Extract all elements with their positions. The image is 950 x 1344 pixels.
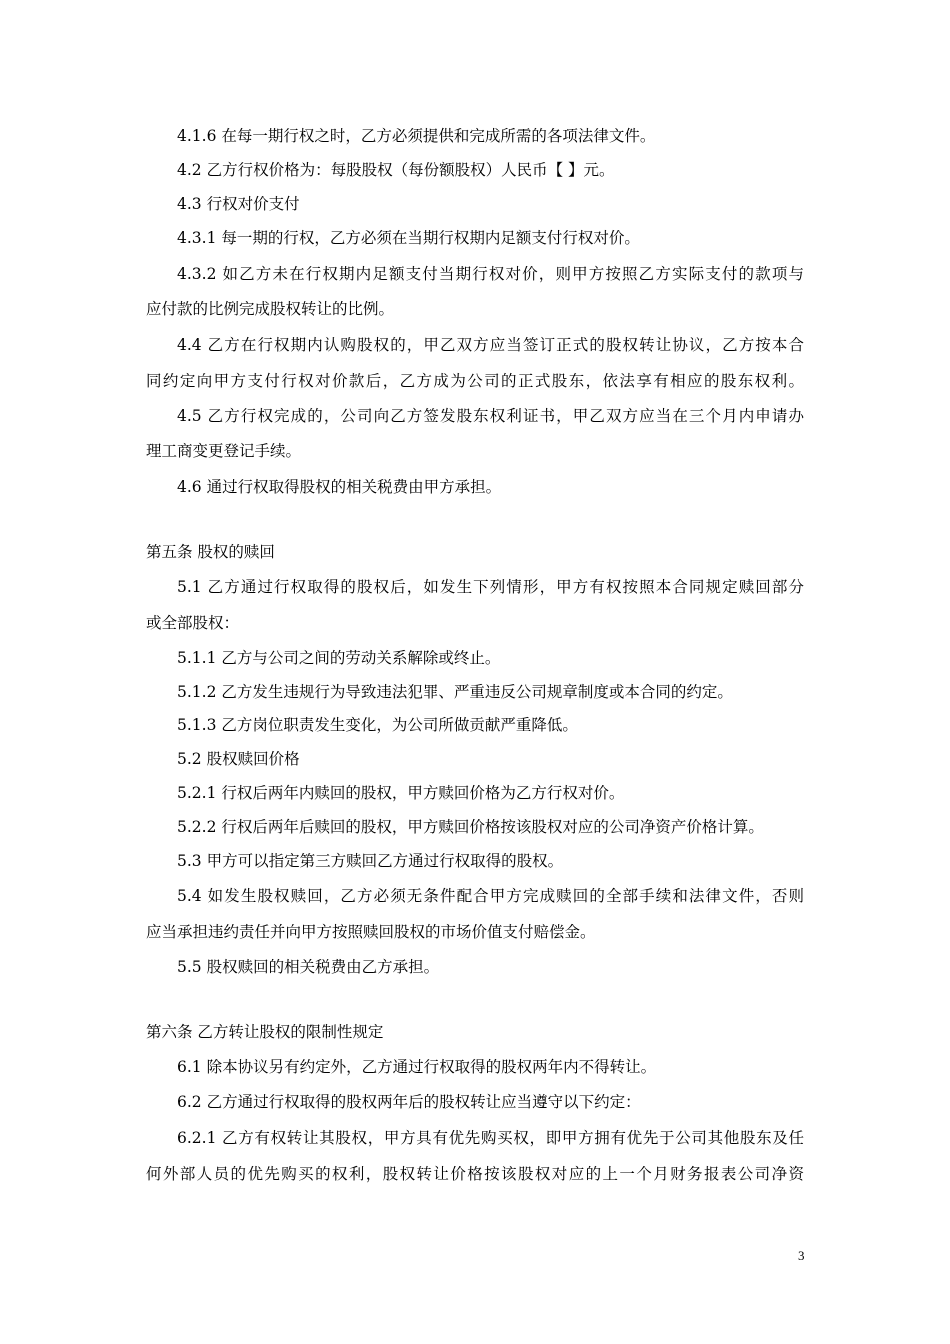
clause-6-1: 6.1 除本协议另有约定外，乙方通过行权取得的股权两年内不得转让。	[177, 1058, 657, 1076]
article-6-heading: 第六条 乙方转让股权的限制性规定	[146, 1023, 384, 1041]
clause-4-4-line2: 同约定向甲方支付行权对价款后，乙方成为公司的正式股东，依法享有相应的股东权利。	[146, 372, 804, 390]
clause-5-4-line2: 应当承担违约责任并向甲方按照赎回股权的市场价值支付赔偿金。	[146, 923, 596, 941]
page-number: 3	[798, 1248, 805, 1263]
clause-5-1-line2: 或全部股权：	[146, 614, 240, 632]
clause-5-1-2: 5.1.2 乙方发生违规行为导致违法犯罪、严重违反公司规章制度或本合同的约定。	[177, 683, 733, 701]
clause-5-2-1: 5.2.1 行权后两年内赎回的股权，甲方赎回价格为乙方行权对价。	[177, 784, 625, 802]
article-5-heading: 第五条 股权的赎回	[146, 543, 275, 561]
clause-4-5-line2: 理工商变更登记手续。	[146, 442, 302, 460]
clause-5-4-line1: 5.4 如发生股权赎回，乙方必须无条件配合甲方完成赎回的全部手续和法律文件，否则	[177, 887, 804, 905]
clause-4-1-6: 4.1.6 在每一期行权之时，乙方必须提供和完成所需的各项法律文件。	[177, 127, 656, 145]
clause-4-2: 4.2 乙方行权价格为：每股股权（每份额股权）人民币【 】元。	[177, 161, 615, 179]
clause-4-6: 4.6 通过行权取得股权的相关税费由甲方承担。	[177, 478, 502, 496]
clause-4-4-line1: 4.4 乙方在行权期内认购股权的，甲乙双方应当签订正式的股权转让协议，乙方按本合	[177, 336, 804, 354]
clause-4-3-2-line1: 4.3.2 如乙方未在行权期内足额支付当期行权对价，则甲方按照乙方实际支付的款项与	[177, 265, 804, 283]
clause-4-3-2-line2: 应付款的比例完成股权转让的比例。	[146, 300, 395, 318]
clause-5-1-3: 5.1.3 乙方岗位职责发生变化，为公司所做贡献严重降低。	[177, 716, 578, 734]
clause-5-2: 5.2 股权赎回价格	[177, 750, 300, 768]
clause-5-1-1: 5.1.1 乙方与公司之间的劳动关系解除或终止。	[177, 649, 501, 667]
clause-5-1-line1: 5.1 乙方通过行权取得的股权后，如发生下列情形，甲方有权按照本合同规定赎回部分	[177, 578, 804, 596]
clause-6-2-1-line2: 何外部人员的优先购买的权利，股权转让价格按该股权对应的上一个月财务报表公司净资	[146, 1165, 804, 1183]
clause-6-2-1-line1: 6.2.1 乙方有权转让其股权，甲方具有优先购买权，即甲方拥有优先于公司其他股东及任	[177, 1129, 804, 1147]
clause-5-5: 5.5 股权赎回的相关税费由乙方承担。	[177, 958, 440, 976]
clause-6-2: 6.2 乙方通过行权取得的股权两年后的股权转让应当遵守以下约定：	[177, 1093, 641, 1111]
clause-5-3: 5.3 甲方可以指定第三方赎回乙方通过行权取得的股权。	[177, 852, 564, 870]
clause-4-3: 4.3 行权对价支付	[177, 195, 300, 213]
clause-4-5-line1: 4.5 乙方行权完成的，公司向乙方签发股东权利证书，甲乙双方应当在三个月内申请办	[177, 407, 804, 425]
clause-4-3-1: 4.3.1 每一期的行权，乙方必须在当期行权期内足额支付行权对价。	[177, 229, 640, 247]
clause-5-2-2: 5.2.2 行权后两年后赎回的股权，甲方赎回价格按该股权对应的公司净资产价格计算。	[177, 818, 764, 836]
